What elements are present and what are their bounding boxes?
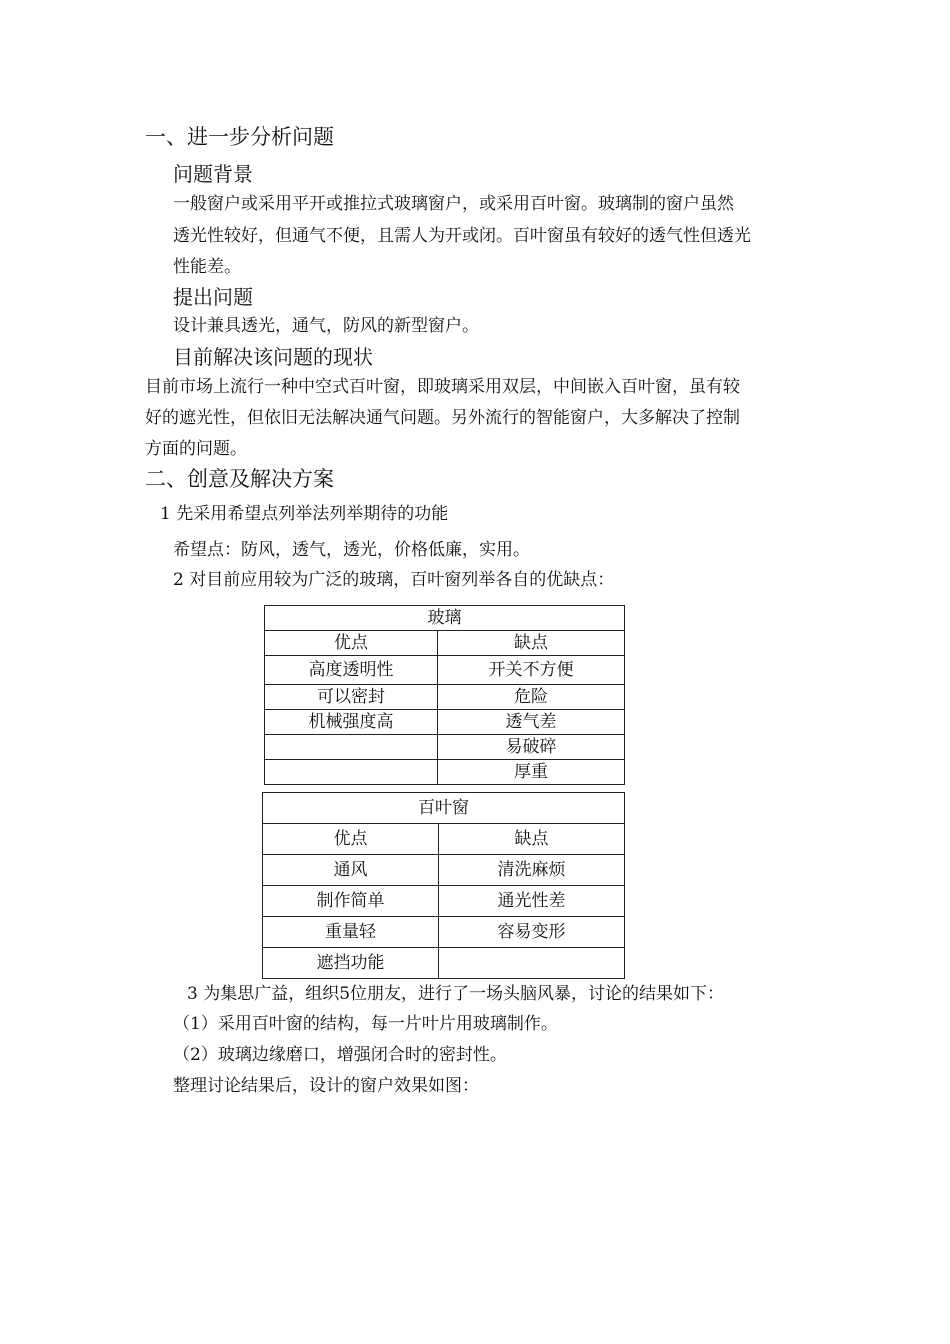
section1-title: 一、进一步分析问题 [145, 125, 334, 149]
glass-cons-cell: 透气差 [438, 710, 625, 735]
background-line-2: 透光性较好，但通气不便，且需人为开或闭。百叶窗虽有较好的透气性但透光 [173, 226, 751, 246]
status-heading: 目前解决该问题的现状 [173, 345, 373, 369]
glass-pros-cell: 高度透明性 [265, 656, 438, 685]
blind-cons-cell: 通光性差 [439, 886, 625, 917]
glass-table-title: 玻璃 [265, 606, 625, 631]
glass-pros-cell [265, 735, 438, 760]
blind-pros-cell: 重量轻 [263, 917, 439, 948]
item3-text: 3 为集思广益，组织5位朋友，进行了一场头脑风暴，讨论的结果如下： [187, 984, 725, 1004]
result-2-text: （2）玻璃边缘磨口，增强闭合时的密封性。 [173, 1045, 507, 1065]
glass-pros-cell [265, 760, 438, 785]
glass-cons-cell: 开关不方便 [438, 656, 625, 685]
blind-cons-cell: 清洗麻烦 [439, 855, 625, 886]
status-line-3: 方面的问题。 [145, 439, 247, 459]
blind-cons-cell [439, 948, 625, 979]
summary-text: 整理讨论结果后，设计的窗户效果如图： [173, 1076, 479, 1096]
glass-pros-header: 优点 [265, 631, 438, 656]
blind-pros-cell: 遮挡功能 [263, 948, 439, 979]
blind-table [262, 792, 625, 979]
problem-text: 设计兼具透光，通气，防风的新型窗户。 [173, 316, 479, 336]
item1-text: 1 先采用希望点列举法列举期待的功能 [160, 504, 449, 524]
background-heading: 问题背景 [173, 162, 253, 186]
blind-pros-cell: 制作简单 [263, 886, 439, 917]
blind-cons-cell: 容易变形 [439, 917, 625, 948]
item2-text: 2 对目前应用较为广泛的玻璃，百叶窗列举各自的优缺点： [173, 570, 615, 590]
glass-table [264, 605, 625, 785]
result-1-text: （1）采用百叶窗的结构，每一片叶片用玻璃制作。 [173, 1014, 558, 1034]
background-line-3: 性能差。 [173, 257, 241, 277]
status-line-2: 好的遮光性，但依旧无法解决通气问题。另外流行的智能窗户，大多解决了控制 [145, 408, 740, 428]
glass-pros-cell: 机械强度高 [265, 710, 438, 735]
blind-cons-header: 缺点 [439, 824, 625, 855]
glass-cons-cell: 厚重 [438, 760, 625, 785]
blind-pros-header: 优点 [263, 824, 439, 855]
section2-title: 二、创意及解决方案 [145, 467, 334, 491]
status-line-1: 目前市场上流行一种中空式百叶窗，即玻璃采用双层，中间嵌入百叶窗，虽有较 [145, 377, 740, 397]
glass-cons-cell: 危险 [438, 685, 625, 710]
glass-pros-cell: 可以密封 [265, 685, 438, 710]
background-line-1: 一般窗户或采用平开或推拉式玻璃窗户，或采用百叶窗。玻璃制的窗户虽然 [173, 194, 734, 214]
problem-heading: 提出问题 [173, 285, 253, 309]
glass-cons-cell: 易破碎 [438, 735, 625, 760]
blind-table-title: 百叶窗 [263, 793, 625, 824]
glass-cons-header: 缺点 [438, 631, 625, 656]
hope-points-text: 希望点：防风，透气，透光，价格低廉，实用。 [173, 540, 530, 560]
blind-pros-cell: 通风 [263, 855, 439, 886]
